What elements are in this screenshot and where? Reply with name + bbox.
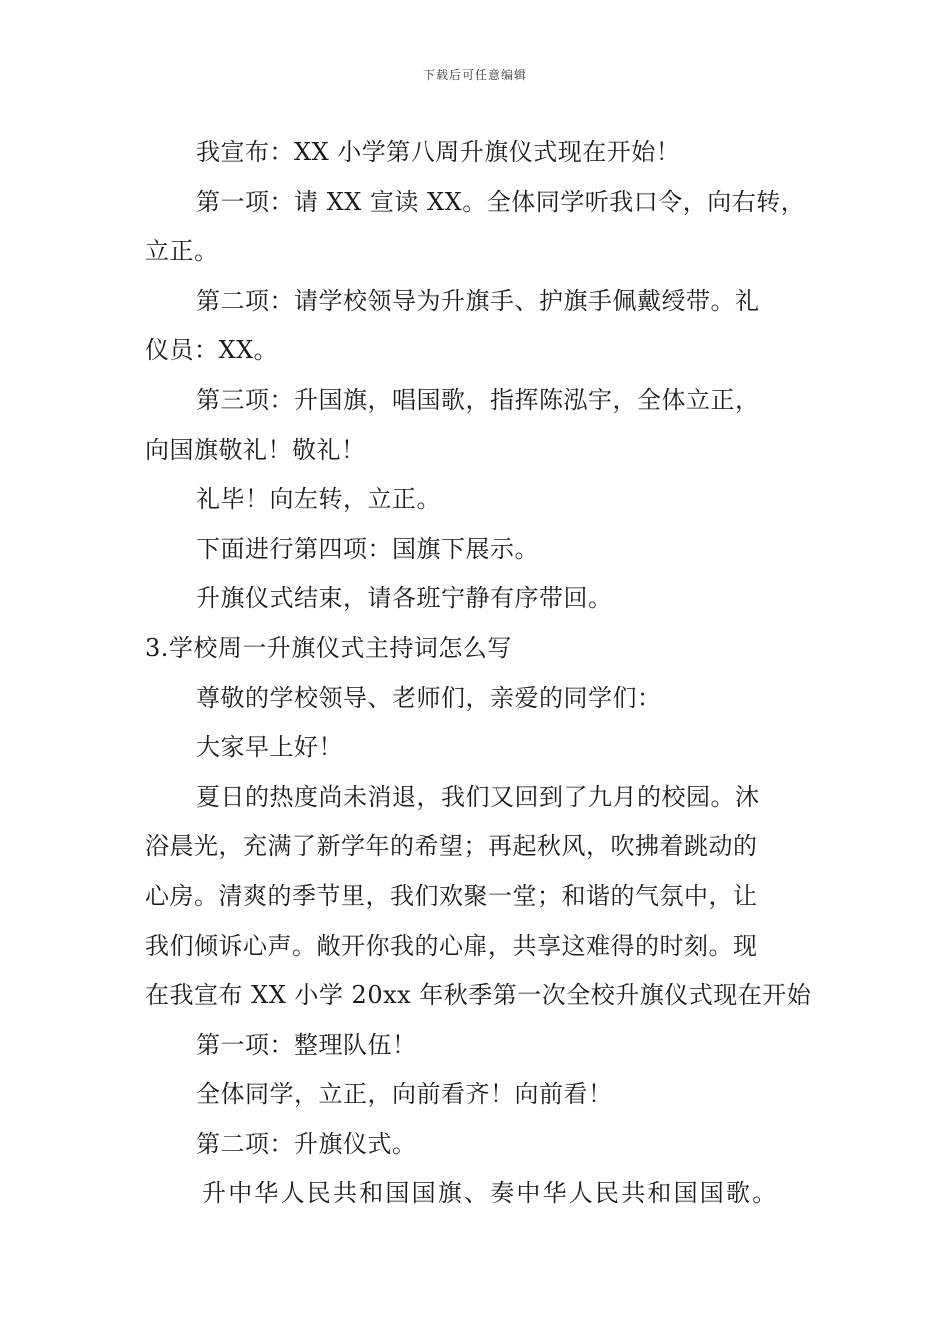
paragraph-line: 第三项：升国旗，唱国歌，指挥陈泓宇，全体立正， [196,385,760,414]
paragraph-line: 我们倾诉心声。敞开你我的心扉，共享这难得的时刻。现 [145,931,758,960]
paragraph-line: 升旗仪式结束，请各班宁静有序带回。 [196,584,613,613]
paragraph-line: 仪员：XX。 [145,336,279,365]
paragraph-line: 向国旗敬礼！敬礼！ [145,435,366,464]
page-header: 下载后可任意编辑 [422,68,527,82]
paragraph-line: 夏日的热度尚未消退，我们又回到了九月的校园。沐 [196,782,760,811]
section-heading: 3.学校周一升旗仪式主持词怎么写 [145,633,512,662]
paragraph-line: 大家早上好！ [196,733,343,762]
paragraph-line: 心房。清爽的季节里，我们欢聚一堂；和谐的气氛中，让 [145,881,758,910]
paragraph-line: 升中华人民共和国国旗、奏中华人民共和国国歌。 [202,1179,779,1208]
paragraph-line: 我宣布：XX 小学第八周升旗仪式现在开始！ [196,138,681,166]
paragraph-line: 第二项：升旗仪式。 [196,1129,417,1158]
document-body [145,128,810,1219]
paragraph-line: 礼毕！向左转，立正。 [196,485,441,514]
paragraph-line: 第一项：请 XX 宣读 XX。全体同学听我口令，向右转， [196,187,806,216]
paragraph-line: 尊敬的学校领导、老师们，亲爱的同学们： [196,683,662,712]
paragraph-line: 全体同学，立正，向前看齐！向前看！ [196,1080,613,1109]
paragraph-line: 第一项：整理队伍！ [196,1030,417,1059]
paragraph-line: 下面进行第四项：国旗下展示。 [196,534,539,563]
paragraph-line: 第二项：请学校领导为升旗手、护旗手佩戴绶带。礼 [196,286,760,315]
paragraph-line: 立正。 [145,237,219,266]
paragraph-line: 浴晨光，充满了新学年的希望；再起秋风，吹拂着跳动的 [145,832,758,861]
paragraph-line: 在我宣布 XX 小学 20xx 年秋季第一次全校升旗仪式现在开始 [145,981,812,1010]
